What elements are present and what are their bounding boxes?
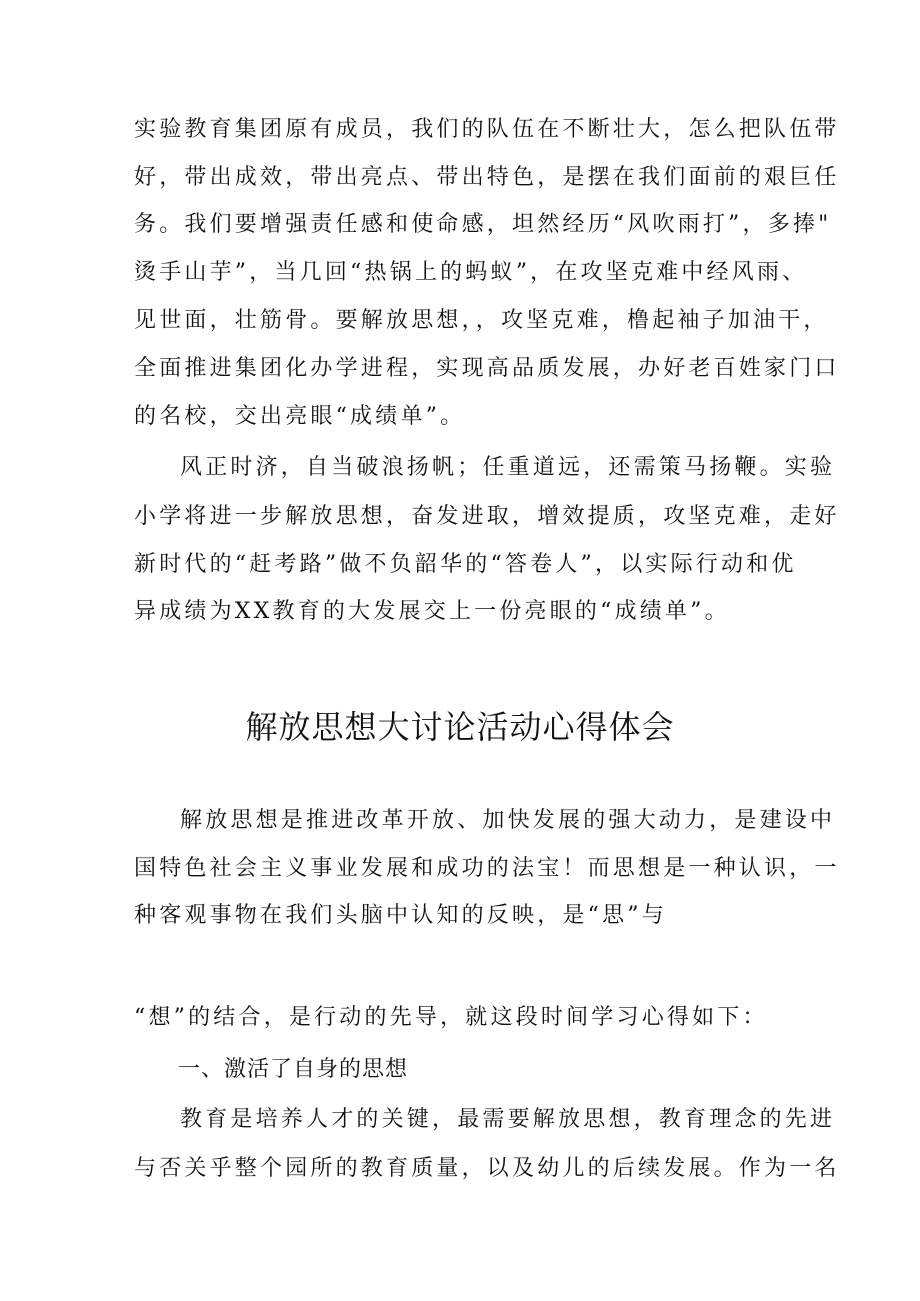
paragraph-line: 异成绩为XX教育的大发展交上一份亮眼的“成绩单”。 bbox=[134, 599, 730, 624]
paragraph-line: 全面推进集团化办学进程，实现高品质发展，办好老百姓家门口 bbox=[134, 356, 840, 381]
paragraph-line: 种客观事物在我们头脑中认知的反映，是“思”与 bbox=[134, 903, 667, 928]
paragraph-line: 实验教育集团原有成员，我们的队伍在不断壮大，怎么把队伍带 bbox=[134, 117, 840, 142]
paragraph-line: 风正时济，自当破浪扬帆；任重道远，还需策马扬鞭。实验 bbox=[180, 455, 836, 480]
paragraph-line: 的名校，交出亮眼“成绩单”。 bbox=[134, 404, 466, 429]
paragraph-line: 国特色社会主义事业发展和成功的法宝！而思想是一种认识，一 bbox=[134, 856, 840, 881]
paragraph-line: 务。我们要增强责任感和使命感，坦然经历“风吹雨打”，多捧" bbox=[134, 212, 832, 237]
paragraph-line: 见世面，壮筋骨。要解放思想，，攻坚克难，橹起袖子加油干， bbox=[134, 308, 829, 333]
article-title: 解放思想大讨论活动心得体会 bbox=[245, 708, 675, 746]
paragraph-line: 小学将进一步解放思想，奋发进取，增效提质，攻坚克难，走好 bbox=[134, 504, 840, 529]
paragraph-line: 与否关乎整个园所的教育质量，以及幼儿的后续发展。作为一名 bbox=[134, 1156, 840, 1181]
paragraph-line: “想”的结合，是行动的先导，就这段时间学习心得如下： bbox=[134, 1005, 768, 1030]
paragraph-line: 新时代的“赶考路”做不负韶华的“答卷人”，以实际行动和优 bbox=[134, 552, 797, 577]
paragraph-line: 烫手山芋”，当几回“热锅上的蚂蚁”，在攻坚克难中经风雨、 bbox=[134, 260, 808, 285]
paragraph-line: 解放思想是推进改革开放、加快发展的强大动力，是建设中 bbox=[180, 808, 836, 833]
paragraph-line: 好，带出成效，带出亮点、带出特色，是摆在我们面前的艰巨任 bbox=[134, 165, 840, 190]
paragraph-line: 教育是培养人才的关键，最需要解放思想，教育理念的先进 bbox=[180, 1107, 836, 1132]
section-heading: 一、激活了自身的思想 bbox=[178, 1057, 409, 1082]
